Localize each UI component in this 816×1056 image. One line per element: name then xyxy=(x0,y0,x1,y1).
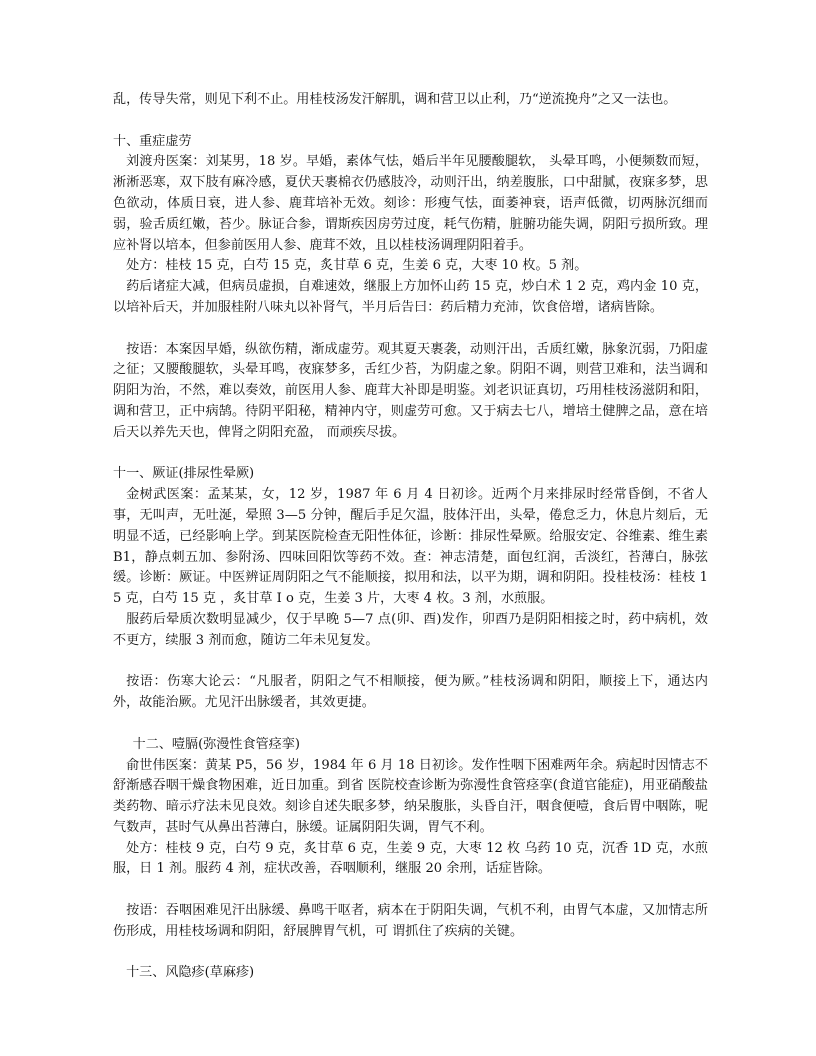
paragraph: 刘渡舟医案：刘某男，18 岁。早婚，素体气怯，婚后半年见腰酸腿软， 头晕耳鸣，小便频数而短，淅淅恶寒，双下肢有麻冷感，夏伏天裹棉衣仍感肢冷，动则汗出，纳差腹胀，口中甜腻，夜寐多梦，思色欲动，体质日衰，进人参、鹿茸培补无效。刻诊：形瘦气怯，面萎神衰，语声低微，切两脉沉细而弱，验舌质红嫩，苔少。脉证合参，谓斯疾因房劳过度，耗气伤精，脏腑功能失调，阴阳亏损所致。理应补肾以培本，但参前医用人参、鹿茸不效，且以桂枝汤调理阴阳着手。 xyxy=(113,154,708,253)
paragraph: 药后诸症大减，但病员虚损，自难速效，继服上方加怀山药 15 克，炒白术 1 2 克，鸡内金 10 克，以培补后天，并加服桂附八味丸以补肾气，半月后告曰：药后精力充沛，饮食倍增，诸病皆除。 xyxy=(113,279,708,315)
paragraph: 按语：本案因早婚，纵欲伤精，渐成虚劳。观其夏天裹袭，动则汗出，舌质红嫩，脉象沉弱，乃阳虚之征；又腰酸腿软，头晕耳鸣，夜寐梦多，舌红少苔，为阴虚之象。阴阳不调，则营卫难和，法当调和阴阳为治，不然，难以奏效，前医用人参、鹿茸大补即是明鉴。刘老识证真切，巧用桂枝汤滋阴和阳，调和营卫，正中病鹄。待阴平阳秘，精神内守，则虚劳可愈。又于病去七八，增培土健脾之品，意在培后天以养先天也，俾肾之阴阳充盈， 而顽疾尽拔。 xyxy=(113,341,708,440)
paragraph: 十二、噎膈(弥漫性食管痉挛) xyxy=(132,736,300,752)
paragraph: 服药后晕质次数明显减少，仅于早晚 5—7 点(卯、酉)发作，卯酉乃是阴阳相接之时，药中病机，效不更方，续服 3 剂而愈，随访二年未见复发。 xyxy=(113,611,708,648)
paragraph: 十一、厥证(排尿性晕厥) xyxy=(113,466,255,482)
paragraph: 乱，传导失常，则见下利不止。用桂枝汤发汗解肌，调和营卫以止利，乃“逆流挽舟”之又一法也。 xyxy=(113,92,677,107)
paragraph-gap xyxy=(113,652,708,673)
paragraph: 处方：桂枝 9 克，白芍 9 克，炙甘草 6 克，生姜 9 克，大枣 12 枚 乌药 10 克，沉香 1D 克，水煎服，日 1 剂。服药 4 剂，症状改善，吞咽顺利，继服 20 余刑，话症皆除。 xyxy=(113,840,708,877)
paragraph: 金树武医案：孟某某，女，12 岁，1987 年 6 月 4 日初诊。近两个月来排尿时经常昏倒，不省人事，无叫声，无吐涎，晕照 3—5 分钟，醒后手足欠温，肢体汗出，头晕，倦怠乏力，休息片刻后，无明显不适，已经影响上学。到某医院检查无阳性体征，诊断：排尿性晕厥。给服安定、谷维素、维生素 B1，静点刺五加、参附汤、四味回阳饮等药不效。查：神志清楚，面包红润，舌淡红，苔薄白，脉弦缓。诊断：厥证。中医辨证周阴阳之气不能顺接，拟用和法，以平为期，调和阴阳。投桂枝汤：桂枝 15 克，白芍 15 克 ，炙甘草 I o 克，生姜 3 片，大枣 4 枚。3 剂，水煎服。 xyxy=(113,487,708,607)
paragraph: 处方：桂枝 15 克，白芍 15 克，炙甘草 6 克，生姜 6 克，大枣 10 枚。5 剂。 xyxy=(126,258,588,274)
paragraph-gap xyxy=(113,943,708,964)
paragraph: 十三、风隐疹(草麻疹) xyxy=(126,965,255,981)
paragraph-gap xyxy=(113,714,708,735)
paragraph-gap xyxy=(113,111,708,132)
paragraph-gap xyxy=(113,444,708,465)
paragraph: 俞世伟医案：黄某 P5，56 岁，1984 年 6 月 18 日初诊。发作性咽下困难两年余。病起时因情志不舒渐感吞咽干燥食物困难，近日加重。到省 医院校查诊断为弥漫性食管痉挛(食道官能症)，用亚硝酸盐类药物、暗示疗法未见良效。刻诊自述失眠多梦，纳呆腹胀，头昏自汗，咽食便噎，食后胃中咽陈，呢气数声，甚时气从鼻出苔薄白，脉缓。证属阴阳失调，胃气不利。 xyxy=(113,757,708,835)
paragraph: 十、重症虚劳 xyxy=(113,133,192,149)
document-page xyxy=(113,90,708,984)
paragraph-gap xyxy=(113,319,708,340)
paragraph-gap xyxy=(113,880,708,901)
paragraph: 按语：吞咽困难见汗出脉缓、鼻鸣干呕者，病本在于阴阳失调，气机不利，由胃气本虚，又加情志所伤形成，用桂枝场调和阴阳，舒展脾胃气机，可 谓抓住了疾病的关键。 xyxy=(113,903,708,939)
paragraph: 按语：伤寒大论云：“凡服者，阴阳之气不相顺接，便为厥。”桂枝汤调和阴阳，顺接上下，通达内外，故能治厥。尤见汗出脉缓者，其效更捷。 xyxy=(113,674,708,711)
